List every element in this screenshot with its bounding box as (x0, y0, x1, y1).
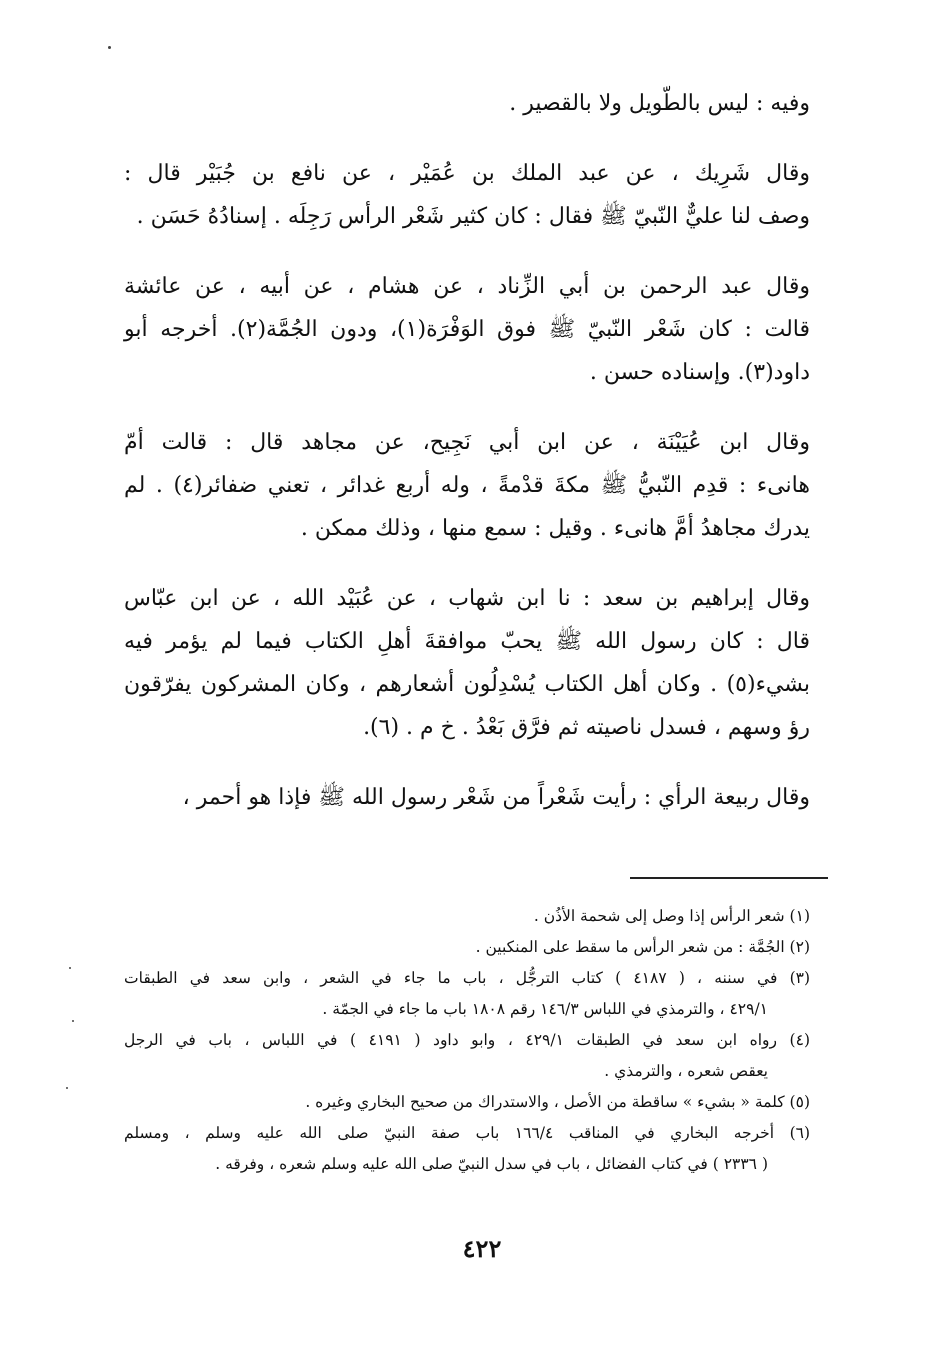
footnote-2 (124, 932, 810, 963)
footnote-line: (١) شعر الرأس إذا وصل إلى شحمة الأذُن . (533, 907, 810, 925)
text-line: قال : كان رسول الله ﷺ يحبّ موافقةَ أهلِ الكتاب فيما لم يؤمر فيه (124, 629, 810, 654)
footnote-6 (124, 1118, 810, 1180)
page-number: ٤٢٢ (462, 1234, 502, 1263)
scan-speck (69, 967, 71, 969)
text-line: رؤ وسهم ، فسدل ناصيته ثم فرَّق بَعْدُ . خ م . (٦). (363, 715, 810, 740)
paragraph-5 (124, 577, 810, 749)
footnote-line: (٥) كلمة « بشيء » ساقطة من الأصل ، والاستدراك من صحيح البخاري وغيره . (305, 1093, 810, 1111)
text-line: قالت : كان شَعْر النّبيّ ﷺ فوق الوَفْرَة(١)، ودون الجُمَّة(٢). أخرجه أبو (124, 317, 811, 342)
text-line: يدرك مجاهدُ أمَّ هانىء . وقيل : سمع منها ، وذلك ممكن . (300, 516, 810, 541)
footnote-line: يعقص شعره ، والترمذي . (604, 1062, 768, 1080)
paragraph-4 (124, 421, 810, 550)
text-line: وفيه : ليس بالطّويل ولا بالقصير . (509, 91, 810, 116)
text-line: هانىء : قدِم النّبيُّ ﷺ مكةَ قدْمةً ، وله أربع غدائر ، تعني ضفائر(٤) . لم (124, 473, 810, 498)
main-text (124, 82, 810, 846)
text-line: وقال ربيعة الرأي : رأيت شَعْراً من شَعْر رسول الله ﷺ فإذا هو أحمر ، (182, 785, 810, 810)
footnote-4 (124, 1025, 810, 1087)
scan-speck (66, 1087, 68, 1089)
footnote-separator (630, 877, 828, 879)
paragraph-6 (124, 776, 810, 819)
paragraph-3 (124, 265, 810, 394)
footnotes (124, 901, 810, 1180)
footnote-line: ( ٢٣٣٦ ) في كتاب الفضائل ، باب في سدل النبيّ صلى الله عليه وسلم شعره ، وفرقه . (215, 1155, 768, 1173)
footnote-line: (٢) الجُمَّة : من شعر الرأس ما سقط على المنكبين . (475, 938, 810, 956)
paragraph-2 (124, 152, 810, 238)
footnote-5 (124, 1087, 810, 1118)
footnote-line: ٤٢٩/١ ، والترمذي في اللباس ١٤٦/٣ رقم ١٨٠٨ باب ما جاء في الجمّة . (322, 1000, 768, 1018)
text-line: بشيء(٥) . وكان أهل الكتاب يُسْدِلُون أشعارهم ، وكان المشركون يفرّقون (124, 672, 810, 697)
text-line: وقال ابن عُيَيْنَة ، عن ابن أبي نَجِيح، عن مجاهد قال : قالت أمّ (124, 430, 810, 455)
paragraph-1 (124, 82, 810, 125)
text-line: وقال عبد الرحمن بن أبي الزِّناد ، عن هشام ، عن أبيه ، عن عائشة (124, 274, 810, 299)
footnote-line: (٣) في سننه ، ( ٤١٨٧ ) كتاب الترجُّل ، باب ما جاء في الشعر ، وابن سعد في الطبقات (124, 969, 811, 987)
text-line: وصف لنا عليٌّ النّبيّ ﷺ فقال : كان كثير شَعْر الرأس رَجِلَه . إسنادُهُ حَسَن . (136, 204, 810, 229)
footnote-line: (٦) أخرجه البخاري في المناقب ١٦٦/٤ باب صفة النبيّ صلى الله عليه وسلم ، ومسلم (124, 1124, 811, 1142)
scan-speck (72, 1020, 74, 1022)
text-line: وقال إبراهيم بن سعد : نا ابن شهاب ، عن عُبَيْد الله ، عن ابن عبّاس (124, 586, 810, 611)
footnote-3 (124, 963, 810, 1025)
scan-speck (108, 46, 111, 49)
footnote-1 (124, 901, 810, 932)
text-line: داود(٣). وإسناده حسن . (589, 360, 810, 385)
text-line: وقال شَرِيك ، عن عبد الملك بن عُمَيْر ، عن نافع بن جُبَيْر قال : (124, 161, 810, 186)
footnote-line: (٤) رواه ابن سعد في الطبقات ٤٢٩/١ ، وابو داود ( ٤١٩١ ) في اللباس ، باب في الرجل (124, 1031, 810, 1049)
